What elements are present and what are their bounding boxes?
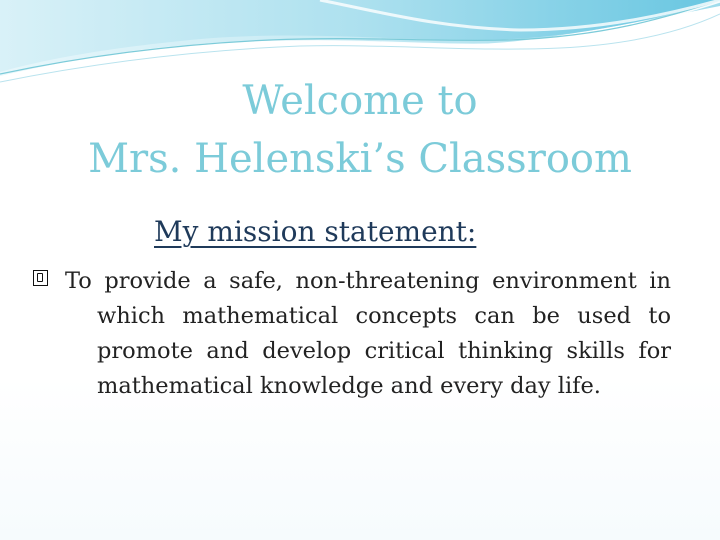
mission-bullet (33, 264, 671, 404)
title-line-1: Welcome to (242, 78, 478, 124)
title-line-2: Mrs. Helenski’s Classroom (88, 136, 632, 182)
mission-heading: My mission statement: (154, 215, 477, 248)
slide-title (0, 72, 720, 188)
mission-statement-text: To provide a safe, non-threatening environment in which mathematical concepts can be used to promote and develop critical thinking skills for mathematical knowledge and every day life. (65, 268, 671, 399)
wave-band-front (0, 0, 720, 72)
missing-glyph-box-icon (33, 270, 48, 286)
